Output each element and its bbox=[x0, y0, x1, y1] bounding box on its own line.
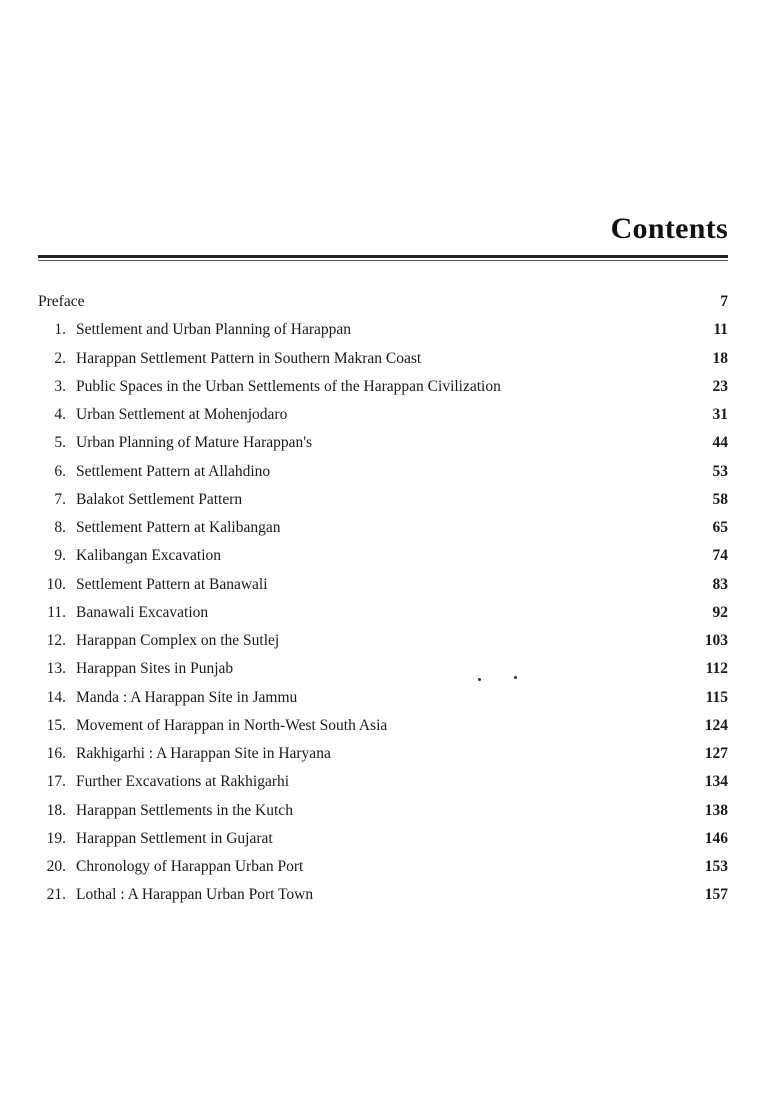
toc-entry-page: 83 bbox=[712, 575, 728, 593]
toc-entry-label: Harappan Sites in Punjab bbox=[76, 660, 234, 678]
toc-entry-page: 58 bbox=[712, 490, 728, 508]
toc-entry bbox=[38, 768, 728, 796]
toc-entry-label: Harappan Complex on the Sutlej bbox=[76, 632, 280, 649]
toc-entry-number: 9. bbox=[54, 547, 66, 565]
toc-entry-number: 21. bbox=[46, 886, 66, 904]
title-rule-thin bbox=[38, 260, 728, 261]
toc-entry-label: Settlement and Urban Planning of Harappan bbox=[76, 321, 352, 339]
toc-entry-number: 11. bbox=[47, 603, 66, 621]
toc-entry-label: Rakhigarhi : A Harappan Site in Haryana bbox=[76, 745, 331, 762]
toc-entry bbox=[38, 797, 728, 825]
toc-entry-label: Settlement Pattern at Allahdino bbox=[76, 462, 271, 480]
toc-entry-label: Banawali Excavation bbox=[76, 603, 209, 621]
toc-entry-label: Harappan Settlements in the Kutch bbox=[76, 801, 293, 819]
page-title: Contents bbox=[610, 212, 728, 245]
toc-entry bbox=[38, 401, 728, 429]
toc-entry-number: 13. bbox=[46, 660, 66, 678]
toc-entry bbox=[38, 429, 728, 457]
toc-entry-number: 18. bbox=[46, 801, 66, 819]
toc-entry-number: 1. bbox=[54, 321, 66, 339]
toc-entry-number: 8. bbox=[54, 519, 66, 536]
toc-entry-page: 74 bbox=[712, 547, 728, 565]
toc-entry-page: 53 bbox=[712, 462, 728, 480]
toc-entry bbox=[38, 881, 728, 909]
toc-entry-label: Urban Planning of Mature Harappan's bbox=[76, 434, 313, 452]
toc-entry bbox=[38, 373, 728, 401]
toc-entry-page: 65 bbox=[712, 519, 728, 536]
toc-entry-page: 127 bbox=[704, 745, 728, 762]
toc-entry-label: Settlement Pattern at Banawali bbox=[76, 575, 268, 593]
toc-entry bbox=[38, 684, 728, 712]
title-rule bbox=[38, 255, 728, 258]
toc-entry bbox=[38, 571, 728, 599]
toc-entry-page: 115 bbox=[705, 688, 728, 706]
toc-entry bbox=[38, 486, 728, 514]
toc-entry-preface bbox=[38, 288, 728, 316]
toc-entry bbox=[38, 316, 728, 344]
toc-entry bbox=[38, 853, 728, 881]
toc-entry-number: 4. bbox=[54, 406, 66, 423]
toc-entry-page: 112 bbox=[705, 660, 728, 678]
table-of-contents bbox=[38, 288, 728, 910]
toc-entry-page: 7 bbox=[720, 293, 728, 310]
toc-entry-label: Further Excavations at Rakhigarhi bbox=[76, 773, 290, 791]
toc-entry-page: 124 bbox=[704, 716, 728, 734]
toc-entry-label: Preface bbox=[38, 293, 85, 310]
toc-entry-number: 16. bbox=[46, 745, 66, 762]
toc-entry-label: Lothal : A Harappan Urban Port Town bbox=[76, 886, 314, 904]
toc-entry bbox=[38, 458, 728, 486]
toc-entry-number: 17. bbox=[46, 773, 66, 791]
toc-entry-label: Settlement Pattern at Kalibangan bbox=[76, 519, 281, 536]
toc-entry bbox=[38, 825, 728, 853]
toc-entry-number: 19. bbox=[46, 829, 66, 847]
speck-mark bbox=[514, 676, 517, 679]
toc-entry-label: Chronology of Harappan Urban Port bbox=[76, 858, 304, 875]
toc-entry-number: 7. bbox=[54, 490, 66, 508]
toc-entry-number: 6. bbox=[54, 462, 66, 480]
toc-entry-page: 103 bbox=[704, 632, 728, 649]
toc-entry-page: 153 bbox=[704, 858, 728, 875]
toc-entry-number: 5. bbox=[54, 434, 66, 452]
toc-entry-page: 31 bbox=[712, 406, 728, 423]
toc-entry bbox=[38, 740, 728, 768]
toc-entry bbox=[38, 514, 728, 542]
toc-entry bbox=[38, 542, 728, 570]
toc-entry-number: 12. bbox=[46, 632, 66, 649]
toc-entry-number: 2. bbox=[54, 349, 66, 367]
toc-entry-page: 92 bbox=[712, 603, 728, 621]
toc-entry bbox=[38, 345, 728, 373]
speck-mark bbox=[478, 678, 481, 681]
toc-entry-page: 18 bbox=[712, 349, 728, 367]
toc-entry bbox=[38, 712, 728, 740]
toc-entry-label: Kalibangan Excavation bbox=[76, 547, 222, 565]
toc-entry-number: 15. bbox=[46, 716, 66, 734]
toc-entry bbox=[38, 655, 728, 683]
toc-entry-label: Movement of Harappan in North-West South Asia bbox=[76, 716, 388, 734]
toc-entry-number: 10. bbox=[46, 575, 66, 593]
toc-entry-page: 11 bbox=[713, 321, 728, 339]
toc-entry-label: Urban Settlement at Mohenjodaro bbox=[76, 406, 288, 423]
toc-entry-label: Manda : A Harappan Site in Jammu bbox=[76, 688, 298, 706]
toc-entry-page: 138 bbox=[704, 801, 728, 819]
toc-entry-page: 23 bbox=[712, 377, 728, 395]
toc-entries bbox=[38, 316, 728, 909]
toc-entry-label: Public Spaces in the Urban Settlements of the Harappan Civilization bbox=[76, 377, 501, 395]
toc-entry bbox=[38, 599, 728, 627]
toc-entry-page: 44 bbox=[712, 434, 728, 452]
toc-entry-number: 20. bbox=[46, 858, 66, 875]
toc-entry-page: 134 bbox=[704, 773, 728, 791]
toc-entry-label: Harappan Settlement in Gujarat bbox=[76, 829, 273, 847]
toc-entry bbox=[38, 627, 728, 655]
toc-entry-number: 3. bbox=[54, 377, 66, 395]
toc-entry-label: Balakot Settlement Pattern bbox=[76, 490, 243, 508]
toc-entry-page: 157 bbox=[704, 886, 728, 904]
toc-entry-label: Harappan Settlement Pattern in Southern Makran Coast bbox=[76, 349, 422, 367]
toc-entry-page: 146 bbox=[704, 829, 728, 847]
toc-entry-number: 14. bbox=[46, 688, 66, 706]
